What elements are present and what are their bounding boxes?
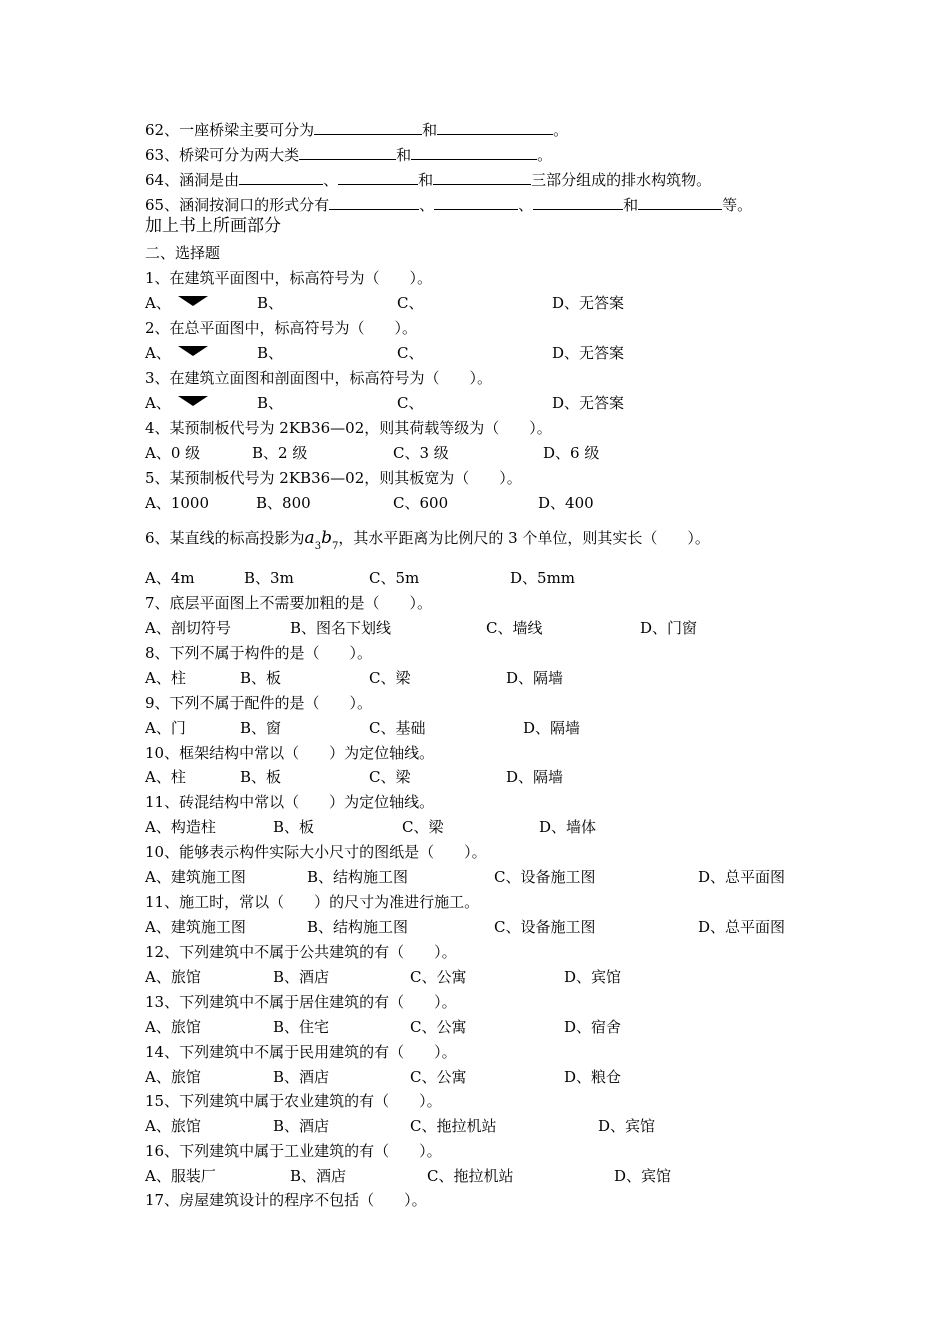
option-c: C、设备施工图 [494,868,596,886]
question-8: 8、下列不属于构件的是（ ）。 [145,644,373,662]
answer-blank[interactable] [437,118,553,135]
question-15: 15、下列建筑中属于农业建筑的有（ ）。 [145,1092,442,1110]
answer-blank[interactable] [338,168,418,185]
point-a-elevation: 3 [314,541,322,552]
option-a: A、构造柱 [145,818,216,836]
section-title: 二、选择题 [145,244,221,262]
option-b: B、酒店 [290,1167,347,1185]
question-text: 和 [418,171,434,189]
option-b: B、2 级 [252,444,308,462]
option-c: C、 [397,394,424,412]
option-b: B、住宅 [273,1018,330,1036]
question-12: 12、下列建筑中不属于公共建筑的有（ ）。 [145,943,457,961]
option-d: D、5mm [510,569,576,587]
question-5: 5、某预制板代号为 2KB36—02，则其板宽为（ ）。 [145,469,522,487]
option-b: B、板 [273,818,315,836]
elevation-symbol-icon [178,346,208,356]
option-a: A、建筑施工图 [145,868,246,886]
option-a: A、0 级 [145,444,201,462]
option-a: A、柱 [145,669,186,687]
option-a: A、剖切符号 [145,619,231,637]
question-text: 和 [396,146,412,164]
answer-blank[interactable] [638,193,722,210]
question-text: 桥梁可分为两大类 [179,146,300,164]
question-text: 6、某直线的标高投影为 [145,529,305,547]
question-number: 63、 [145,146,180,164]
question-text: 、 [419,196,435,214]
question-text: 。 [553,121,569,139]
option-a: A、旅馆 [145,968,201,986]
option-b: B、板 [240,669,282,687]
question-text: 、 [323,171,339,189]
option-d: D、无答案 [552,294,625,312]
option-b: B、 [257,344,284,362]
option-a: A、柱 [145,768,186,786]
option-b: B、 [257,294,284,312]
option-d: D、6 级 [543,444,600,462]
question-1: 1、在建筑平面图中，标高符号为（ ）。 [145,269,433,287]
question-7: 7、底层平面图上不需要加粗的是（ ）。 [145,594,433,612]
answer-blank[interactable] [411,143,537,160]
option-a: A、1000 [145,494,210,512]
option-c: C、 [397,344,424,362]
option-a: A、 [145,394,171,412]
option-c: C、3 级 [393,444,449,462]
question-10: 10、框架结构中常以（ ）为定位轴线。 [145,744,435,762]
option-a: A、服装厂 [145,1167,216,1185]
question-11: 11、砖混结构中常以（ ）为定位轴线。 [145,793,435,811]
option-b: B、3m [244,569,294,587]
answer-blank[interactable] [533,193,623,210]
fill-in-62 [145,118,568,140]
question-text: 三部分组成的排水构筑物。 [531,171,712,189]
option-c: C、基础 [369,719,426,737]
option-c: C、公寓 [410,1018,467,1036]
option-d: D、400 [538,494,594,512]
option-c: C、梁 [402,818,444,836]
question-number: 62、 [145,121,180,139]
option-a: A、旅馆 [145,1068,201,1086]
fill-in-63 [145,143,552,165]
option-b: B、结构施工图 [307,868,409,886]
option-b: B、酒店 [273,1068,330,1086]
option-a: A、 [145,344,171,362]
option-c: C、600 [393,494,449,512]
option-d: D、宿舍 [564,1018,622,1036]
question-number: 65、 [145,196,180,214]
question-text: 等。 [722,196,753,214]
option-d: D、隔墙 [506,768,564,786]
question-16: 16、下列建筑中属于工业建筑的有（ ）。 [145,1142,442,1160]
option-d: D、门窗 [640,619,698,637]
option-d: D、无答案 [552,344,625,362]
answer-blank[interactable] [239,168,323,185]
question-17: 17、房屋建筑设计的程序不包括（ ）。 [145,1191,427,1209]
option-d: D、总平面图 [698,918,786,936]
option-a: A、 [145,294,171,312]
question-text: 和 [623,196,639,214]
note-heading: 加上书上所画部分 [145,216,281,236]
fill-in-65 [145,193,752,215]
option-c: C、公寓 [410,968,467,986]
option-d: D、宾馆 [598,1117,656,1135]
option-b: B、结构施工图 [307,918,409,936]
option-c: C、 [397,294,424,312]
option-d: D、宾馆 [614,1167,672,1185]
question-10b: 10、能够表示构件实际大小尺寸的图纸是（ ）。 [145,843,487,861]
point-b-elevation: 7 [331,541,339,552]
point-a: a [304,528,315,548]
option-c: C、墙线 [486,619,543,637]
option-c: C、公寓 [410,1068,467,1086]
option-d: D、总平面图 [698,868,786,886]
option-d: D、粮仓 [564,1068,622,1086]
question-14: 14、下列建筑中不属于民用建筑的有（ ）。 [145,1043,457,1061]
option-b: B、 [257,394,284,412]
option-b: B、酒店 [273,1117,330,1135]
option-c: C、梁 [369,768,411,786]
option-d: D、隔墙 [523,719,581,737]
option-d: D、墙体 [539,818,597,836]
option-c: C、拖拉机站 [427,1167,514,1185]
elevation-symbol-icon [178,396,208,406]
option-b: B、800 [256,494,311,512]
option-b: B、酒店 [273,968,330,986]
question-4: 4、某预制板代号为 2KB36—02，则其荷载等级为（ ）。 [145,419,552,437]
option-c: C、拖拉机站 [410,1117,497,1135]
option-d: D、无答案 [552,394,625,412]
option-c: C、5m [369,569,420,587]
question-text: ，其水平距离为比例尺的 3 个单位，则其实长（ ）。 [338,529,710,547]
option-a: A、旅馆 [145,1018,201,1036]
question-2: 2、在总平面图中，标高符号为（ ）。 [145,319,418,337]
answer-blank[interactable] [299,143,396,160]
question-number: 64、 [145,171,180,189]
question-text: 和 [422,121,438,139]
question-9: 9、下列不属于配件的是（ ）。 [145,694,373,712]
option-a: A、建筑施工图 [145,918,246,936]
option-d: D、隔墙 [506,669,564,687]
point-b: b [321,528,332,548]
option-c: C、梁 [369,669,411,687]
option-b: B、窗 [240,719,282,737]
fill-in-64 [145,168,711,190]
option-c: C、设备施工图 [494,918,596,936]
question-text: 、 [518,196,534,214]
question-text: 一座桥梁主要可分为 [179,121,315,139]
option-a: A、旅馆 [145,1117,201,1135]
option-b: B、图名下划线 [290,619,392,637]
question-text: 。 [537,146,553,164]
option-a: A、4m [145,569,195,587]
option-a: A、门 [145,719,186,737]
option-b: B、板 [240,768,282,786]
elevation-symbol-icon [178,296,208,306]
answer-blank[interactable] [329,193,419,210]
answer-blank[interactable] [314,118,422,135]
question-11b: 11、施工时，常以（ ）的尺寸为准进行施工。 [145,893,480,911]
option-d: D、宾馆 [564,968,622,986]
answer-blank[interactable] [434,193,518,210]
question-13: 13、下列建筑中不属于居住建筑的有（ ）。 [145,993,457,1011]
question-3: 3、在建筑立面图和剖面图中，标高符号为（ ）。 [145,369,493,387]
answer-blank[interactable] [433,168,531,185]
question-6 [145,528,710,551]
question-text: 涵洞按洞口的形式分有 [179,196,330,214]
question-text: 涵洞是由 [179,171,240,189]
